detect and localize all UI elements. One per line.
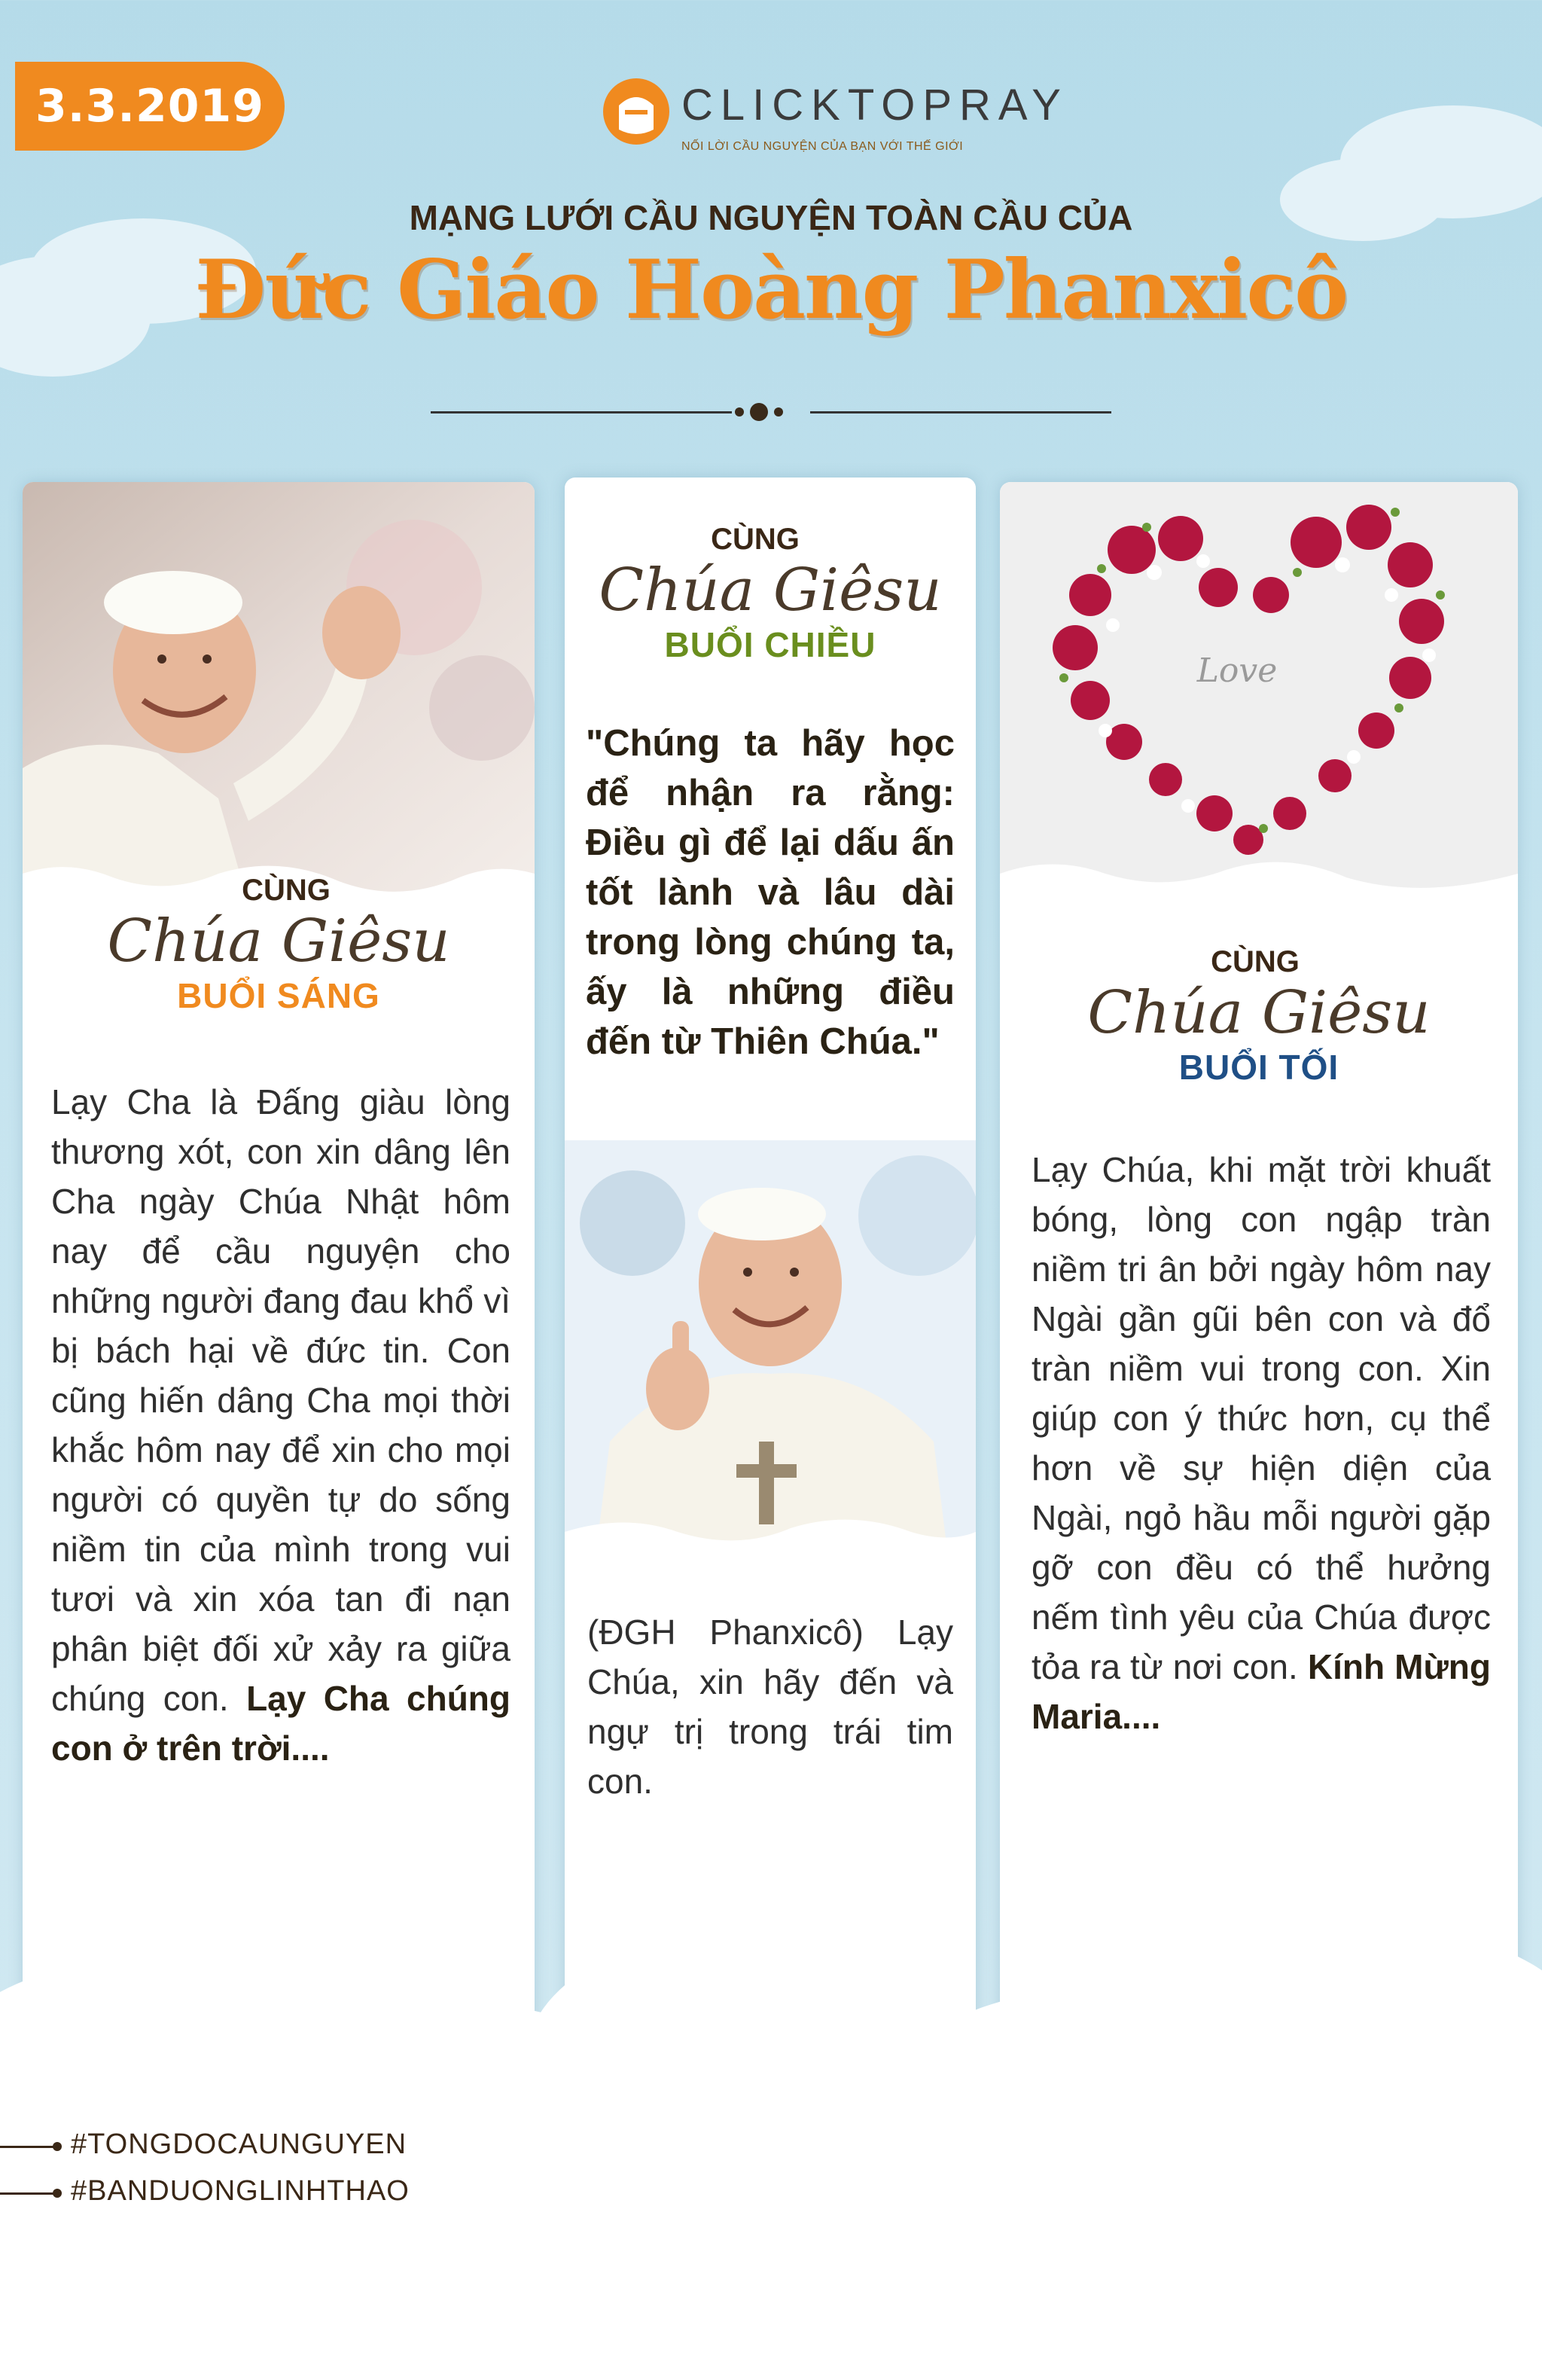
page-title: Đức Giáo Hoàng Phanxicô: [194, 243, 1348, 337]
prayer-text: Lạy Chúa, khi mặt trời khuất bóng, lòng con ngập tràn niềm tri ân bởi ngày hôm nay Ngài gần gũi bên con và đổ tràn niềm vui trong con. Xin giúp con ý thức hơn, cụ thể hơn về sự hiện diện của Ngài, ngỏ hầu mỗi người gặp gỡ con đều có thể hưởng nếm tình yêu của Chúa được tỏa ra từ nơi con.: [1032, 1150, 1491, 1686]
afternoon-prayer: (ĐGH Phanxicô) Lạy Chúa, xin hãy đến và ngự trị trong trái tim con.: [587, 1613, 953, 1801]
hashtag-line: [0, 2192, 56, 2195]
pope-quote: "Chúng ta hãy học để nhận ra rằng: Điều gì để lại dấu ấn tốt lành và lâu dài trong lòng chúng ta, ấy là những điều đến từ Thiên Chúa.": [586, 723, 955, 1062]
subtitle: MẠNG LƯỚI CẦU NGUYỆN TOÀN CẦU CỦA: [409, 198, 1133, 237]
morning-prayer: [51, 1077, 510, 1773]
pope-thumbs-up-photo: [565, 1140, 976, 1562]
heart-love-text: Love: [1196, 651, 1278, 690]
date-badge: 3.3.2019: [15, 62, 285, 151]
logo-title: CLICKTOPRAY: [681, 81, 1068, 130]
hashtag-dot: [53, 2142, 62, 2151]
rose-heart-photo: [1000, 482, 1518, 904]
hands-icon: [602, 75, 670, 147]
hashtag-2[interactable]: #BANDUONGLINHTHAO: [71, 2175, 410, 2207]
hashtag-line: [0, 2146, 56, 2148]
script-title: Chúa Giêsu: [599, 557, 942, 624]
pope-waving-photo: [23, 482, 535, 904]
afternoon-panel: [565, 478, 976, 2104]
prayer-closing: Lạy Cha chúng con ở trên trời....: [51, 1679, 510, 1768]
morning-heading: [23, 874, 535, 1016]
clicktopray-logo: [602, 68, 1068, 158]
script-title: Chúa Giêsu: [107, 908, 450, 975]
prayer-closing: Kính Mừng Maria....: [1032, 1647, 1491, 1736]
script-title: Chúa Giêsu: [1087, 979, 1431, 1047]
logo-tagline: NỐI LỜI CẦU NGUYỆN CỦA BẠN VỚI THẾ GIỚI: [681, 140, 964, 153]
time-label: BUỔI SÁNG: [177, 976, 380, 1015]
time-label: BUỔI TỐI: [1178, 1048, 1339, 1087]
prayer-text: Lạy Cha là Đấng giàu lòng thương xót, con xin dâng lên Cha ngày Chúa Nhật hôm nay để cầu nguyện cho những người đang đau khổ vì bị bách hại về đức tin. Con cũng hiến dâng Cha mọi thời khắc hôm nay để xin cho mọi người có quyền tự do sống niềm tin của mình trong vui tươi và xin xóa tan đi nạn phân biệt đối xử xảy ra giữa chúng con.: [51, 1082, 510, 1718]
evening-heading: [1000, 945, 1518, 1088]
afternoon-heading: [565, 523, 976, 665]
evening-prayer: [1032, 1145, 1491, 1741]
cung-label: CÙNG: [1211, 945, 1300, 978]
cung-label: CÙNG: [711, 523, 800, 556]
divider: [431, 411, 1111, 414]
cloud: [0, 2079, 1542, 2380]
hashtag-1[interactable]: #TONGDOCAUNGUYEN: [71, 2128, 407, 2160]
cung-label: CÙNG: [242, 874, 331, 907]
hashtag-dot: [53, 2189, 62, 2198]
time-label: BUỔI CHIỀU: [664, 625, 876, 664]
